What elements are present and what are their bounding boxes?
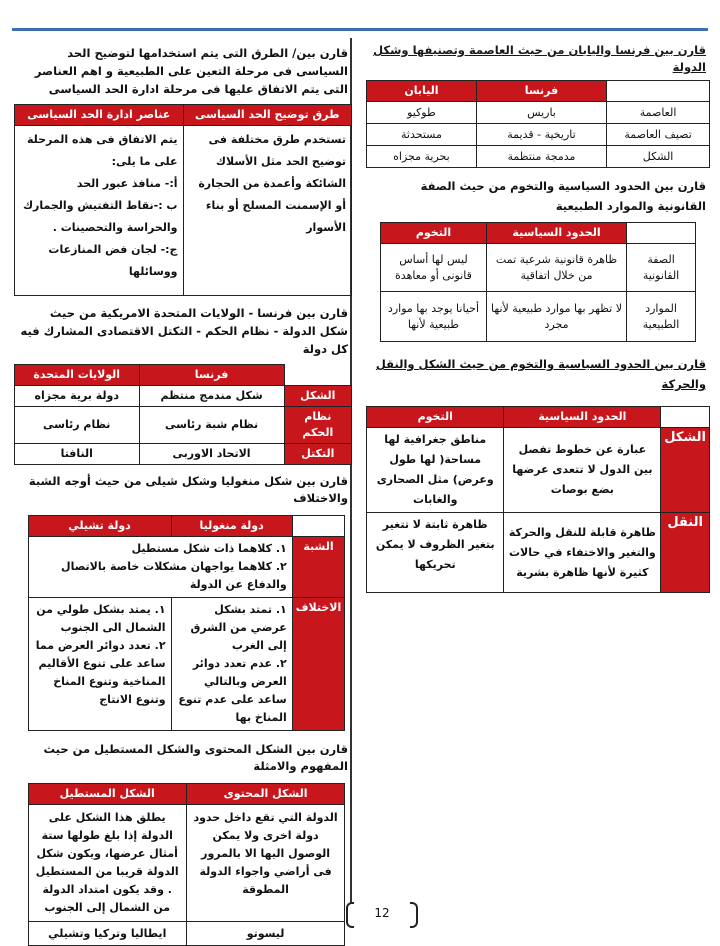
list-item: أ:- منافذ عبور الحد	[76, 177, 178, 190]
table-corner	[626, 223, 695, 244]
table-row	[28, 537, 345, 598]
question-mongolia-chile: قارن بين شكل منغوليا وشكل شيلى من حيث أوجه الشبة والاختلاف	[28, 474, 348, 505]
table-cell: ظاهرة ثابتة لا تتغير بتغير الظروف لا يمكن تحريكها	[367, 513, 504, 593]
table-cell: باريس	[476, 102, 606, 124]
table-header: الولايات المتحدة	[15, 365, 140, 386]
table-cell: الدولة التي تقع داخل حدود دولة اخرى ولا يمكن الوصول اليها الا بالمرور فى أراضي واجواء الدولة المطوقة	[186, 805, 344, 922]
list-item: ٢. عدم تعدد دوائر العرض وبالتالي ساعد على عدم تنوع المناخ بها	[178, 657, 287, 724]
table-row	[15, 407, 352, 444]
row-label: الشكل	[607, 146, 710, 168]
table-cell: نظام شبة رئاسى	[139, 407, 284, 444]
table-row	[15, 126, 352, 296]
table-header: اليابان	[367, 81, 477, 102]
table-corner	[284, 365, 351, 386]
table-cell: دولة برية مجزاه	[15, 386, 140, 407]
table-cell: مناطق جغرافية لها مساحة( لها طول وعرض) مثل الصحارى والغابات	[367, 428, 504, 513]
table-corner	[292, 516, 345, 537]
table-row	[28, 598, 345, 731]
table-cell: بحرية مجزاه	[367, 146, 477, 168]
list-item: ٢. تعدد دوائر العرض مما ساعد على تنوع الأقاليم المناخية وتنوع المناخ وتنوع الانتاج	[35, 639, 166, 706]
list-item: يتم الاتفاق فى هذه المرحلة على ما يلى:	[26, 133, 178, 168]
list-item: ج:- لجان فض المنازعات ووسائلها	[48, 243, 178, 278]
table-cell: تستخدم طرق مختلفة فى توضيح الحد مثل الأسلاك الشائكة وأعمدة من الحجارة أو الإسمنت المسلح أو بناء الأسوار	[183, 126, 352, 296]
question-borders-legal: قارن بين الحدود السياسية والتخوم من حيث الصفة القانونية والموارد الطبيعية	[420, 179, 706, 213]
question-france-japan: قارن بين فرنسا واليابان من حيث العاصمة وتصنيفها وشكل الدولة	[373, 43, 706, 74]
row-label: الاختلاف	[292, 598, 345, 731]
table-row	[367, 124, 710, 146]
table-cell: ظاهرة قانونية شرعية تمت من خلال اتفاقية	[487, 244, 627, 292]
list-item: ١. يمتد بشكل طولي من الشمال الى الجنوب	[36, 603, 166, 634]
table-borders-shape	[366, 406, 710, 593]
right-column	[366, 40, 710, 593]
list-item: ٢. كلاهما يواجهان مشكلات خاصة بالاتصال والدفاع عن الدولة	[61, 560, 287, 591]
table-cell: ايطاليا وتركيا وتشيلي	[28, 922, 186, 946]
row-label: الموارد الطبيعية	[626, 292, 695, 342]
top-rule	[12, 28, 708, 31]
left-column	[14, 40, 352, 946]
question-france-usa: قارن بين فرنسا - الولايات المتحدة الامريكية من حيث شكل الدولة - نظام الحكم - التكتل الاقتصادى المشارك فيه كل دولة	[20, 306, 348, 356]
row-label: العاصمة	[607, 102, 710, 124]
table-header: فرنسا	[476, 81, 606, 102]
table-cell	[15, 126, 184, 296]
table-mongolia-chile	[28, 515, 346, 731]
page-number: 12	[350, 900, 414, 926]
table-row	[28, 922, 345, 946]
row-label: نظام الحكم	[284, 407, 351, 444]
table-header: دولة تشيلي	[28, 516, 171, 537]
row-label: الصفة القانونية	[626, 244, 695, 292]
table-border-methods	[14, 104, 352, 296]
table-header: الحدود السياسية	[504, 407, 661, 428]
table-cell: ليسوتو	[186, 922, 344, 946]
table-row	[367, 513, 710, 593]
table-enclaved-elongated	[28, 783, 346, 946]
table-row	[380, 292, 695, 342]
table-cell: مستحدثة	[367, 124, 477, 146]
row-label: الشكل	[284, 386, 351, 407]
table-header: عناصر ادارة الحد السياسى	[15, 105, 184, 126]
table-row	[15, 444, 352, 465]
table-cell: النافتا	[15, 444, 140, 465]
table-cell: طوكيو	[367, 102, 477, 124]
list-item: ب :-نقاط التفتيش والجمارك والحراسة والتحصينات .	[22, 199, 178, 234]
table-cell	[28, 598, 171, 731]
row-label: الشكل	[661, 428, 710, 513]
list-item: ١. كلاهما ذات شكل مستطيل	[131, 542, 287, 555]
row-label: النقل	[661, 513, 710, 593]
table-header: دولة منغوليا	[171, 516, 292, 537]
table-header: فرنسا	[139, 365, 284, 386]
table-cell: مدمجة منتظمة	[476, 146, 606, 168]
table-row	[380, 244, 695, 292]
table-cell	[28, 537, 292, 598]
table-header: طرق توضيح الحد السياسى	[183, 105, 352, 126]
question-borders-shape: قارن بين الحدود السياسية والتخوم من حيث الشكل والنقل والحركة	[375, 357, 706, 391]
table-borders-legal	[380, 222, 696, 342]
table-cell: ليس لها أساس قانونى أو معاهدة	[380, 244, 486, 292]
question-enclaved-elongated: قارن بين الشكل المحتوى والشكل المستطيل من حيث المفهوم والامثلة	[43, 742, 348, 773]
table-corner	[661, 407, 710, 428]
table-row	[15, 386, 352, 407]
row-label: تصيف العاصمة	[607, 124, 710, 146]
table-cell: لا تظهر بها موارد طبيعية لأنها مجرد	[487, 292, 627, 342]
table-header: الحدود السياسية	[487, 223, 627, 244]
table-cell: أحيانا يوجد بها موارد طبيعية لأنها	[380, 292, 486, 342]
table-header: الشكل المحتوى	[186, 784, 344, 805]
table-cell: الاتحاد الاوربى	[139, 444, 284, 465]
table-cell: يطلق هذا الشكل على الدولة إذا بلغ طولها ستة أمثال عرضها، ويكون شكل الدولة قريبا من المستطيل . وقد يكون امتداد الدولة من الشمال إلى الجنوب	[28, 805, 186, 922]
table-row	[28, 805, 345, 922]
table-france-japan	[366, 80, 710, 168]
table-header: الشكل المستطيل	[28, 784, 186, 805]
table-france-usa	[14, 364, 352, 465]
question-border-methods: قارن بين/ الطرق التى يتم استخدامها لتوضيح الحد السياسى فى مرحلة التعين على الطبيعية و اهم العناصر التى يتم الاتفاق عليها فى مرحلة ادارة الحد السياسى	[34, 46, 348, 96]
row-label: التكتل	[284, 444, 351, 465]
table-header: التخوم	[380, 223, 486, 244]
table-corner	[607, 81, 710, 102]
table-row	[367, 102, 710, 124]
table-cell: شكل مندمج منتظم	[139, 386, 284, 407]
table-cell: نظام رئاسى	[15, 407, 140, 444]
table-cell: ظاهرة قابلة للنقل والحركة والتغير والاختفاء في حالات كثيرة لأنها ظاهرة بشرية	[504, 513, 661, 593]
table-header: التخوم	[367, 407, 504, 428]
row-label: الشبة	[292, 537, 345, 598]
table-cell: عبارة عن خطوط تفصل بين الدول لا تتعدى عرضها بضع بوصات	[504, 428, 661, 513]
table-row	[367, 428, 710, 513]
table-row	[367, 146, 710, 168]
list-item: ١. تمتد بشكل عرضي من الشرق إلى الغرب	[190, 603, 287, 652]
table-cell	[171, 598, 292, 731]
table-cell: تاريخية - قديمة	[476, 124, 606, 146]
